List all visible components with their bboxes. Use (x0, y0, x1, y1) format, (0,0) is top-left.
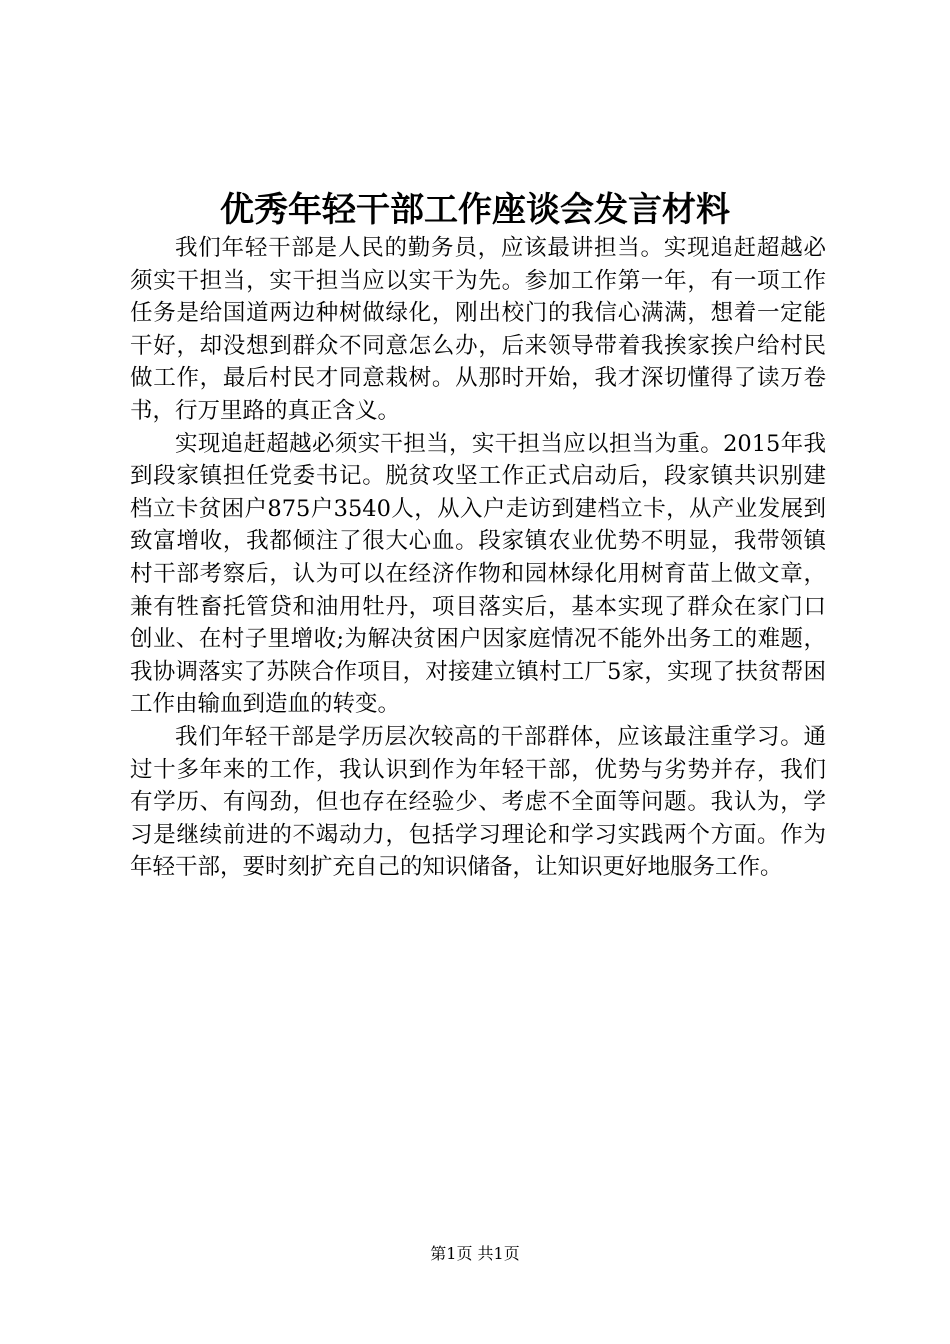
paragraph-3: 我们年轻干部是学历层次较高的干部群体，应该最注重学习。通过十多年来的工作，我认识到作为年轻干部，优势与劣势并存，我们有学历、有闯劲，但也存在经验少、考虑不全面等问题。我认为，学习是继续前进的不竭动力，包括学习理论和学习实践两个方面。作为年轻干部，要时刻扩充自己的知识储备，让知识更好地服务工作。 (130, 723, 826, 881)
document-body (130, 232, 826, 884)
paragraph-1: 我们年轻干部是人民的勤务员，应该最讲担当。实现追赶超越必须实干担当，实干担当应以实干为先。参加工作第一年，有一项工作任务是给国道两边种树做绿化，刚出校门的我信心满满，想着一定能干好，却没想到群众不同意怎么办，后来领导带着我挨家挨户给村民做工作，最后村民才同意栽树。从那时开始，我才深切懂得了读万卷书，行万里路的真正含义。 (130, 235, 826, 424)
document-title: 优秀年轻干部工作座谈会发言材料 (220, 190, 730, 230)
page-number-footer: 第1页 共1页 (430, 1244, 520, 1263)
paragraph-2: 实现追赶超越必须实干担当，实干担当应以担当为重。2015年我到段家镇担任党委书记。脱贫攻坚工作正式启动后，段家镇共识别建档立卡贫困户875户3540人，从入户走访到建档立卡，从产业发展到致富增收，我都倾注了很大心血。段家镇农业优势不明显，我带领镇村干部考察后，认为可以在经济作物和园林绿化用树育苗上做文章，兼有牲畜托管贷和油用牡丹，项目落实后，基本实现了群众在家门口创业、在村子里增收;为解决贫困户因家庭情况不能外出务工的难题，我协调落实了苏陕合作项目，对接建立镇村工厂5家，实现了扶贫帮困工作由输血到造血的转变。 (130, 430, 826, 718)
